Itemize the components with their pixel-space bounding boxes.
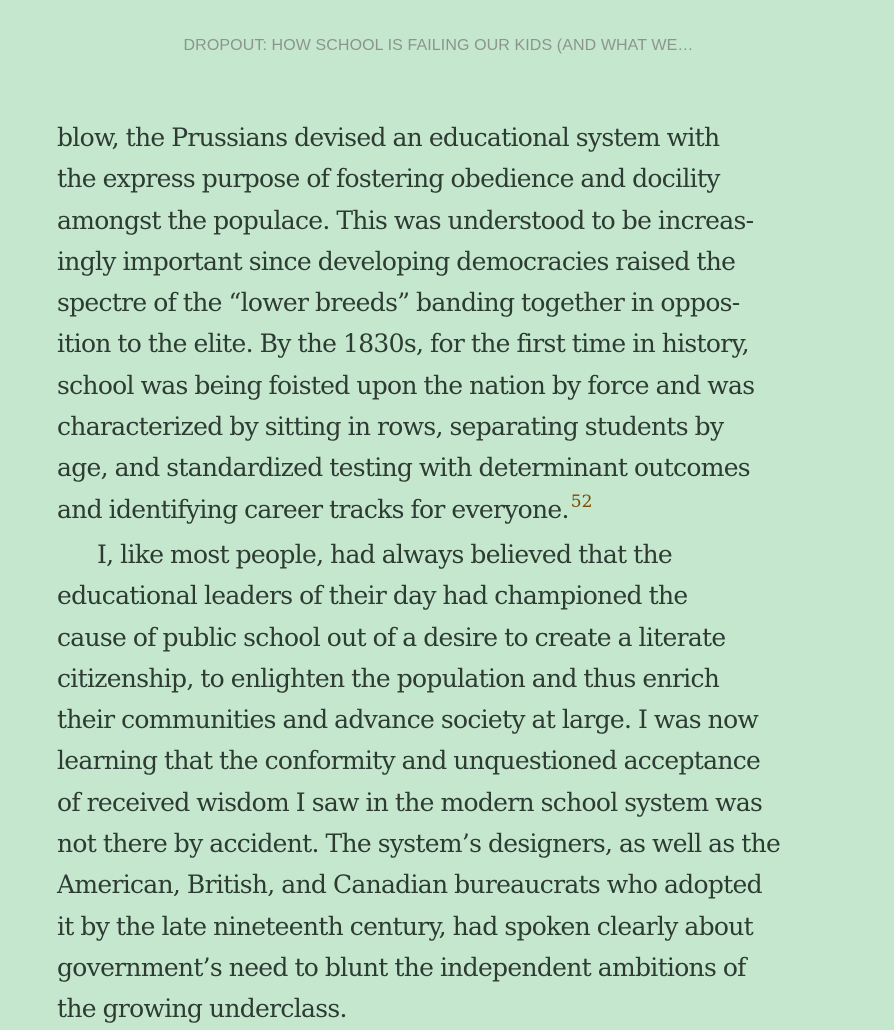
text-line: school was being foisted upon the nation by force and was — [57, 370, 755, 400]
text-line: government’s need to blunt the independent ambitions of — [57, 952, 746, 982]
text-line: citizenship, to enlighten the population and thus enrich — [57, 663, 720, 693]
text-line: educational leaders of their day had championed the — [57, 581, 688, 611]
text-line: it by the late nineteenth century, had spoken clearly about — [57, 911, 754, 941]
text-line: American, British, and Canadian bureaucrats who adopted — [57, 870, 762, 900]
text-line: the express purpose of fostering obedience and docility — [57, 164, 720, 194]
text-line: characterized by sitting in rows, separating students by — [57, 412, 724, 442]
text-line: and identifying career tracks for everyone. — [57, 494, 569, 524]
text-line: not there by accident. The system’s designers, as well as the — [57, 829, 781, 859]
paragraph-first-line: I, like most people, had always believed that the — [97, 539, 672, 569]
running-header-book-title: DROPOUT: HOW SCHOOL IS FAILING OUR KIDS (AND WHAT WE… — [183, 37, 694, 54]
text-line: blow, the Prussians devised an educational system with — [57, 123, 720, 152]
text-line: their communities and advance society at large. I was now — [57, 705, 759, 735]
text-line: cause of public school out of a desire to create a literate — [57, 622, 726, 652]
text-line: spectre of the “lower breeds” banding together in oppos- — [57, 288, 740, 318]
text-line: age, and standardized testing with determinant outcomes — [57, 453, 750, 483]
text-line-with-footnote — [57, 489, 857, 534]
text-line: amongst the populace. This was understood to be increas- — [57, 205, 754, 235]
text-line: ingly important since developing democracies raised the — [57, 246, 736, 276]
text-line: learning that the conformity and unquestioned acceptance — [57, 746, 761, 776]
text-line: of received wisdom I saw in the modern school system was — [57, 787, 763, 817]
reader-page-text — [57, 117, 857, 1030]
text-line: the growing underclass. — [57, 994, 347, 1024]
text-line: ition to the elite. By the 1830s, for the first time in history, — [57, 329, 749, 359]
footnote-link[interactable]: 52 — [570, 491, 593, 512]
